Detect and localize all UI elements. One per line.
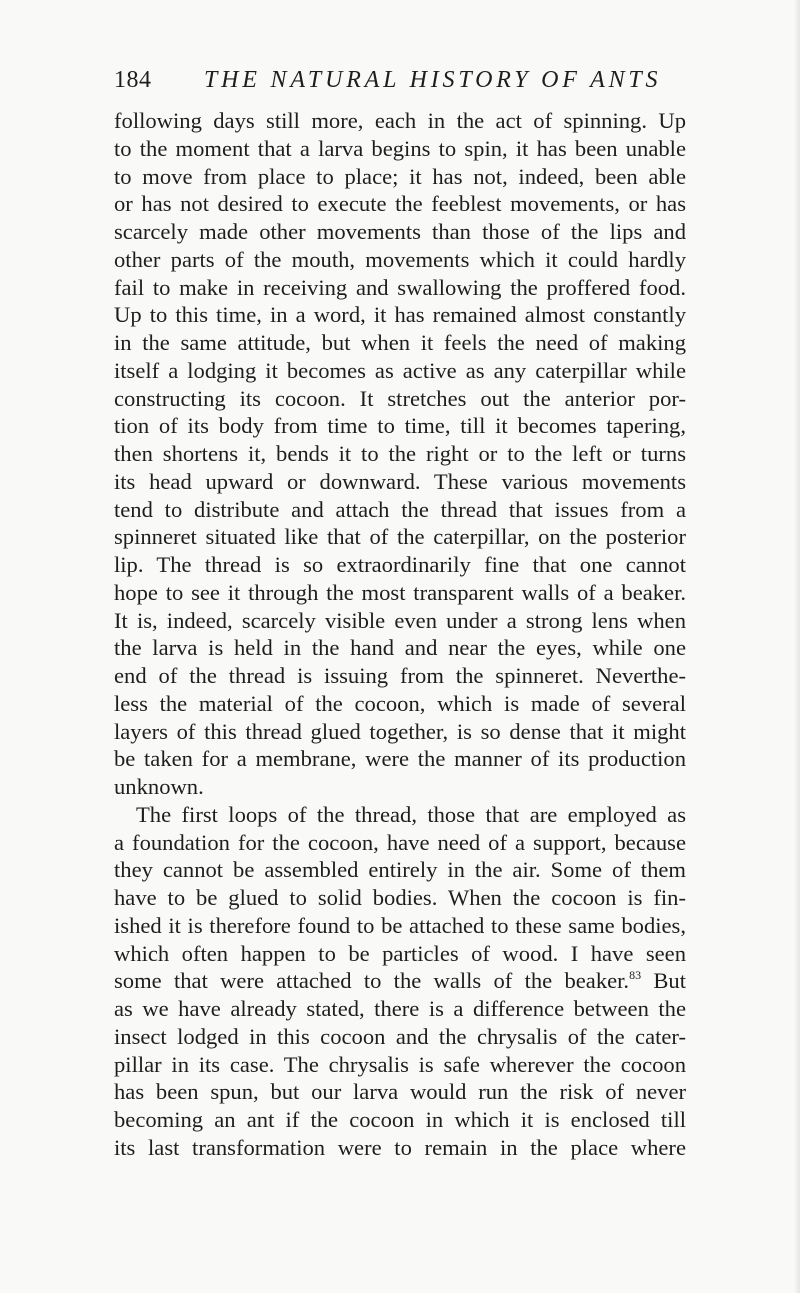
text-line: or has not desired to execute the feeblest movements, or has <box>114 191 686 217</box>
text-line: which often happen to be particles of wood. I have seen <box>114 940 686 966</box>
text-line-with-footnote <box>114 967 686 995</box>
running-title: THE NATURAL HISTORY OF ANTS <box>204 67 662 93</box>
running-header <box>114 63 694 97</box>
text-line: fail to make in receiving and swallowing the proffered food. <box>114 274 686 300</box>
text-line: as we have already stated, there is a difference between the <box>114 996 686 1021</box>
text-line: be taken for a membrane, were the manner of its production <box>114 746 686 772</box>
body-text <box>114 107 686 1162</box>
text-line: ished it is therefore found to be attached to these same bodies, <box>114 912 686 938</box>
text-line: becoming an ant if the cocoon in which it is enclosed till <box>114 1107 686 1132</box>
text-line: in the same attitude, but when it feels the need of making <box>114 330 686 355</box>
text-line: constructing its cocoon. It stretches out the anterior por- <box>114 385 686 411</box>
text-line: scarcely made other movements than those of the lips and <box>114 219 686 244</box>
text-line: they cannot be assembled entirely in the air. Some of them <box>114 857 686 883</box>
text-line: have to be glued to solid bodies. When the cocoon is fin- <box>114 885 686 910</box>
text-line: hope to see it through the most transparent walls of a beaker. <box>114 579 686 605</box>
text-line: spinneret situated like that of the caterpillar, on the posterior <box>114 524 686 550</box>
text-line: itself a lodging it becomes as active as any caterpillar while <box>114 357 686 383</box>
text-line: insect lodged in this cocoon and the chrysalis of the cater- <box>114 1023 686 1049</box>
paragraph-start-line: The first loops of the thread, those that are employed as <box>136 801 686 827</box>
text-line: has been spun, but our larva would run the risk of never <box>114 1079 686 1105</box>
text-line: the larva is held in the hand and near the eyes, while one <box>114 635 686 661</box>
text-line: other parts of the mouth, movements which it could hardly <box>114 246 686 272</box>
page-edge-shadow <box>794 0 800 1293</box>
text-line: pillar in its case. The chrysalis is safe wherever the cocoon <box>114 1051 686 1077</box>
text-line: then shortens it, bends it to the right or to the left or turns <box>114 441 686 466</box>
page-number: 184 <box>114 67 152 93</box>
text-line: lip. The thread is so extraordinarily fine that one cannot <box>114 552 686 577</box>
text-line: end of the thread is issuing from the spinneret. Neverthe- <box>114 663 686 688</box>
text-segment: But <box>641 968 686 994</box>
text-line: Up to this time, in a word, it has remained almost constantly <box>114 302 686 328</box>
text-line: unknown. <box>114 774 204 799</box>
text-line: following days still more, each in the act of spinning. Up <box>114 108 686 133</box>
text-line: its last transformation were to remain in the place where <box>114 1134 686 1160</box>
text-line: It is, indeed, scarcely visible even under a strong lens when <box>114 607 686 633</box>
text-line: layers of this thread glued together, is so dense that it might <box>114 718 686 744</box>
text-line: tend to distribute and attach the thread that issues from a <box>114 496 686 522</box>
text-segment: some that were attached to the walls of the beaker. <box>114 968 630 994</box>
text-line: a foundation for the cocoon, have need of a support, because <box>114 829 686 855</box>
footnote-reference[interactable]: 83 <box>629 968 642 983</box>
text-line: less the material of the cocoon, which is made of several <box>114 690 686 716</box>
text-line: to move from place to place; it has not, indeed, been able <box>114 163 686 189</box>
text-line: tion of its body from time to time, till it becomes tapering, <box>114 413 686 439</box>
text-line: its head upward or downward. These various movements <box>114 468 686 494</box>
text-line: to the moment that a larva begins to spin, it has been unable <box>114 135 686 161</box>
